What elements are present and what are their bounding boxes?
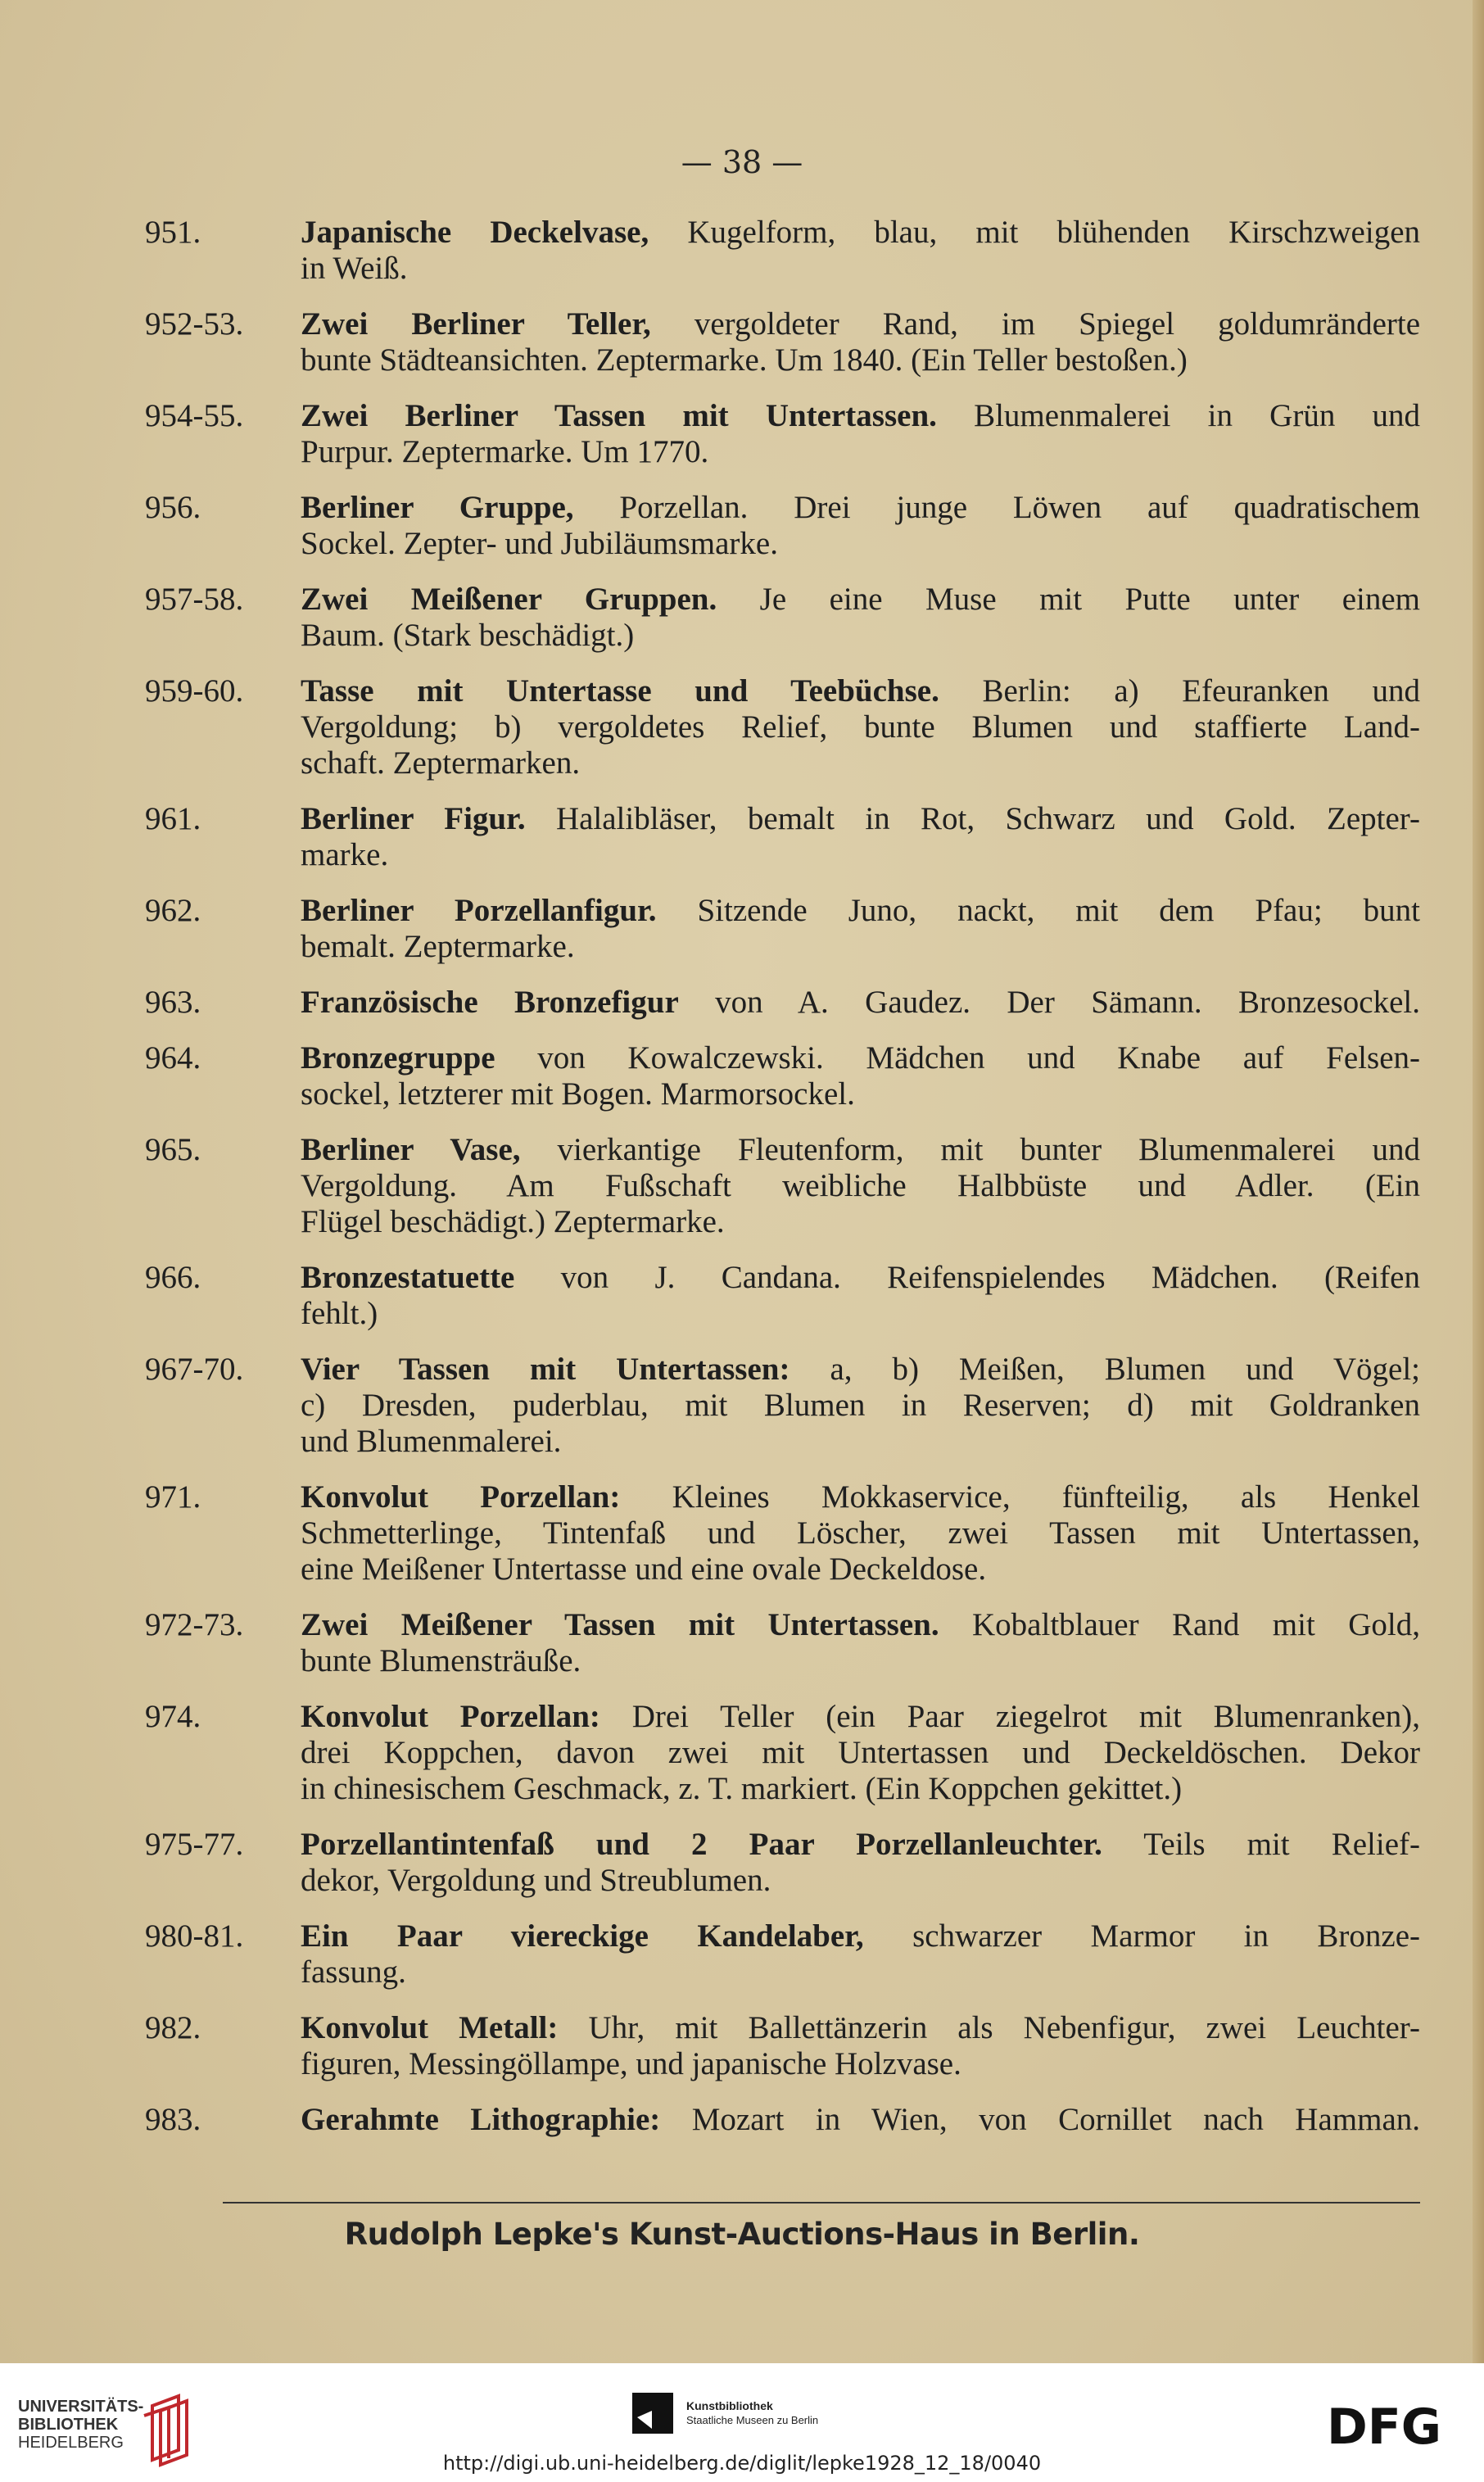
entry-first-line xyxy=(145,801,1420,837)
footer-rule xyxy=(223,2202,1420,2203)
entry-text: Kobaltblauer Rand mit Gold, xyxy=(972,1607,1420,1642)
entry-first-line xyxy=(145,1918,1421,1954)
page-edge xyxy=(1473,0,1484,2363)
entry-number: 951. xyxy=(145,215,201,250)
kb-line-2: Staatliche Museen zu Berlin xyxy=(686,2414,819,2426)
catalog-entry xyxy=(145,1260,1420,1332)
entry-title: Berliner Porzellanfigur. xyxy=(301,893,657,928)
catalog-entry xyxy=(145,306,1421,378)
ub-line-3: HEIDELBERG xyxy=(18,2434,124,2452)
entry-continuation-line: figuren, Messingöllampe, und japanische Holzvase. xyxy=(301,2046,961,2081)
entry-title: Konvolut Porzellan: xyxy=(301,1479,621,1515)
entry-number: 954-55. xyxy=(145,398,244,433)
entry-text: Berlin: a) Efeuranken und xyxy=(982,673,1421,709)
entry-title: Tasse mit Untertasse und Teebüchse. xyxy=(301,673,939,709)
entry-text: Drei Teller (ein Paar ziegelrot mit Blumenranken), xyxy=(631,1699,1421,1734)
entry-first-line xyxy=(145,1479,1421,1515)
entry-continuation-line: in Weiß. xyxy=(301,251,408,286)
entry-text: schwarzer Marmor in Bronze- xyxy=(912,1918,1421,1954)
kunstbibliothek-text xyxy=(686,2398,818,2428)
entry-continuation-line: fehlt.) xyxy=(301,1296,378,1331)
source-url[interactable]: http://digi.ub.uni-heidelberg.de/diglit/lepke1928_12_18/0040 xyxy=(442,2452,1042,2475)
ub-line-1: UNIVERSITÄTS- xyxy=(18,2398,144,2416)
entry-number: 974. xyxy=(145,1699,201,1734)
footer-bar xyxy=(0,2363,1484,2482)
entry-text: von A. Gaudez. Der Sämann. Bronzesockel. xyxy=(715,985,1421,1020)
entry-continuation-line: Sockel. Zepter- und Jubiläumsmarke. xyxy=(301,526,778,561)
entry-continuation-line: eine Meißener Untertasse und eine ovale Deckeldose. xyxy=(301,1551,987,1587)
entry-title: Berliner Figur. xyxy=(301,801,526,836)
entry-number: 965. xyxy=(145,1132,201,1167)
entry-title: Gerahmte Lithographie: xyxy=(301,2102,661,2137)
entry-continuation-line: Baum. (Stark beschädigt.) xyxy=(301,618,635,653)
catalog-entry xyxy=(145,1827,1421,1899)
entry-number: 972-73. xyxy=(145,1607,244,1642)
ub-heidelberg-logo[interactable] xyxy=(18,2398,143,2452)
catalog-entry xyxy=(145,1479,1421,1587)
entry-title: Vier Tassen mit Untertassen: xyxy=(301,1352,790,1387)
entry-number: 975-77. xyxy=(145,1827,244,1862)
entry-continuation-line: c) Dresden, puderblau, mit Blumen in Reserven; d) mit Goldranken xyxy=(301,1388,1420,1423)
entry-title: Konvolut Porzellan: xyxy=(301,1699,600,1734)
entry-continuation-line: Schmetterlinge, Tintenfaß und Löscher, zwei Tassen mit Untertassen, xyxy=(301,1515,1420,1551)
entry-first-line xyxy=(145,673,1421,709)
entry-number: 980-81. xyxy=(145,1918,244,1954)
entry-title: Zwei Berliner Teller, xyxy=(301,306,651,342)
entry-first-line xyxy=(145,1607,1420,1643)
entry-first-line xyxy=(145,2010,1420,2046)
entry-text: vergoldeter Rand, im Spiegel goldumränderte xyxy=(694,306,1421,342)
catalog-entry xyxy=(145,893,1420,965)
entry-text: Je eine Muse mit Putte unter einem xyxy=(759,582,1420,617)
entry-number: 952-53. xyxy=(145,306,244,342)
entry-continuation-line: bunte Städteansichten. Zeptermarke. Um 1840. (Ein Teller bestoßen.) xyxy=(301,342,1188,378)
entry-number: 956. xyxy=(145,490,201,525)
entry-first-line xyxy=(145,582,1420,618)
entry-text: Mozart in Wien, von Cornillet nach Hamman. xyxy=(691,2102,1421,2137)
entry-text: Uhr, mit Ballettänzerin als Nebenfigur, zwei Leuchter- xyxy=(588,2010,1420,2045)
entry-number: 964. xyxy=(145,1040,201,1076)
entry-title: Berliner Gruppe, xyxy=(301,490,574,525)
catalog-entry xyxy=(145,1607,1420,1679)
entry-first-line xyxy=(145,1827,1421,1863)
entry-title: Zwei Berliner Tassen mit Untertassen. xyxy=(301,398,937,433)
entry-number: 961. xyxy=(145,801,201,836)
catalog-entry xyxy=(145,215,1421,287)
entry-continuation-line: Vergoldung; b) vergoldetes Relief, bunte Blumen und staffierte Land- xyxy=(301,709,1420,745)
entry-text: von Kowalczewski. Mädchen und Knabe auf Felsen- xyxy=(537,1040,1420,1076)
catalog-entry xyxy=(145,398,1421,470)
catalog-entry xyxy=(145,985,1421,1021)
catalog-entry xyxy=(145,1040,1420,1112)
entry-continuation-line: Vergoldung. Am Fußschaft weibliche Halbbüste und Adler. (Ein xyxy=(301,1168,1420,1203)
entry-continuation-line: bunte Blumensträuße. xyxy=(301,1643,581,1678)
entry-first-line xyxy=(145,215,1421,251)
entry-continuation-line: marke. xyxy=(301,837,389,872)
entry-continuation-line: und Blumenmalerei. xyxy=(301,1424,562,1459)
entry-text: vierkantige Fleutenform, mit bunter Blumenmalerei und xyxy=(557,1132,1421,1167)
catalog-entry xyxy=(145,490,1421,562)
entry-first-line xyxy=(145,1260,1420,1296)
catalog-entry xyxy=(145,1352,1421,1460)
entry-continuation-line: schaft. Zeptermarken. xyxy=(301,745,581,781)
entry-first-line xyxy=(145,1040,1420,1076)
entry-continuation-line: bemalt. Zeptermarke. xyxy=(301,929,575,964)
entry-text: Sitzende Juno, nackt, mit dem Pfau; bunt xyxy=(697,893,1420,928)
entry-title: Porzellantintenfaß und 2 Paar Porzellanleuchter. xyxy=(301,1827,1102,1862)
entry-first-line xyxy=(145,306,1421,342)
entry-number: 963. xyxy=(145,985,201,1020)
entry-number: 957-58. xyxy=(145,582,244,617)
entry-continuation-line: dekor, Vergoldung und Streublumen. xyxy=(301,1863,771,1898)
catalog-entry xyxy=(145,1918,1421,1991)
entry-number: 959-60. xyxy=(145,673,244,709)
catalog-entry xyxy=(145,1699,1421,1807)
entry-title: Zwei Meißener Tassen mit Untertassen. xyxy=(301,1607,939,1642)
catalog-entry xyxy=(145,673,1421,781)
entry-text: Porzellan. Drei junge Löwen auf quadratischem xyxy=(619,490,1421,525)
dfg-logo[interactable] xyxy=(1310,2399,1458,2450)
entry-first-line xyxy=(145,1132,1421,1168)
entry-text: Teils mit Relief- xyxy=(1143,1827,1421,1862)
entry-first-line xyxy=(145,1699,1421,1735)
entry-first-line xyxy=(145,985,1421,1021)
entry-title: Berliner Vase, xyxy=(301,1132,521,1167)
entry-first-line xyxy=(145,2102,1421,2138)
entry-continuation-line: fassung. xyxy=(301,1954,406,1990)
entry-first-line xyxy=(145,490,1421,526)
kunstbibliothek-icon xyxy=(632,2393,673,2434)
dfg-logo-text: DFG xyxy=(1326,2399,1442,2450)
entry-text: Blumenmalerei in Grün und xyxy=(974,398,1421,433)
entry-number: 971. xyxy=(145,1479,201,1515)
entry-number: 962. xyxy=(145,893,201,928)
entry-text: Halalibläser, bemalt in Rot, Schwarz und Gold. Zepter- xyxy=(555,801,1420,836)
kunstbibliothek-logo[interactable] xyxy=(632,2393,818,2434)
entry-continuation-line: in chinesischem Geschmack, z. T. markiert. (Ein Koppchen gekittet.) xyxy=(301,1771,1183,1806)
entry-continuation-line: sockel, letzterer mit Bogen. Marmorsockel. xyxy=(301,1076,855,1112)
publisher-line: Rudolph Lepke's Kunst-Auctions-Haus in Berlin. xyxy=(344,2217,1140,2252)
entry-first-line xyxy=(145,1352,1421,1388)
catalog-entry xyxy=(145,801,1420,873)
catalog-entry xyxy=(145,1132,1421,1240)
ub-line-2: BIBLIOTHEK xyxy=(18,2416,119,2434)
entry-title: Japanische Deckelvase, xyxy=(301,215,649,250)
kb-line-1: Kunstbibliothek xyxy=(686,2399,773,2412)
entry-text: a, b) Meißen, Blumen und Vögel; xyxy=(830,1352,1421,1387)
entry-number: 983. xyxy=(145,2102,201,2137)
entry-number: 982. xyxy=(145,2010,201,2045)
catalog-entry xyxy=(145,582,1420,654)
entry-text: von J. Candana. Reifenspielendes Mädchen. (Reifen xyxy=(560,1260,1420,1295)
entry-title: Französische Bronzefigur xyxy=(301,985,679,1020)
catalog-entry xyxy=(145,2102,1421,2138)
entry-continuation-line: drei Koppchen, davon zwei mit Untertassen und Deckeldöschen. Dekor xyxy=(301,1735,1420,1770)
entry-number: 966. xyxy=(145,1260,201,1295)
entry-title: Zwei Meißener Gruppen. xyxy=(301,582,717,617)
entry-first-line xyxy=(145,398,1421,434)
entry-title: Bronzegruppe xyxy=(301,1040,495,1076)
catalog-entries xyxy=(145,215,1421,2158)
ub-logo-text xyxy=(18,2398,143,2452)
entry-title: Ein Paar viereckige Kandelaber, xyxy=(301,1918,864,1954)
page-number: — 38 — xyxy=(681,144,803,180)
entry-continuation-line: Purpur. Zeptermarke. Um 1770. xyxy=(301,434,709,469)
entry-title: Konvolut Metall: xyxy=(301,2010,559,2045)
entry-number: 967-70. xyxy=(145,1352,244,1387)
entry-title: Bronzestatuette xyxy=(301,1260,515,1295)
catalog-entry xyxy=(145,2010,1420,2082)
entry-text: Kugelform, blau, mit blühenden Kirschzweigen xyxy=(687,215,1421,250)
entry-text: Kleines Mokkaservice, fünfteilig, als Henkel xyxy=(672,1479,1421,1515)
entry-continuation-line: Flügel beschädigt.) Zeptermarke. xyxy=(301,1204,725,1239)
entry-first-line xyxy=(145,893,1420,929)
